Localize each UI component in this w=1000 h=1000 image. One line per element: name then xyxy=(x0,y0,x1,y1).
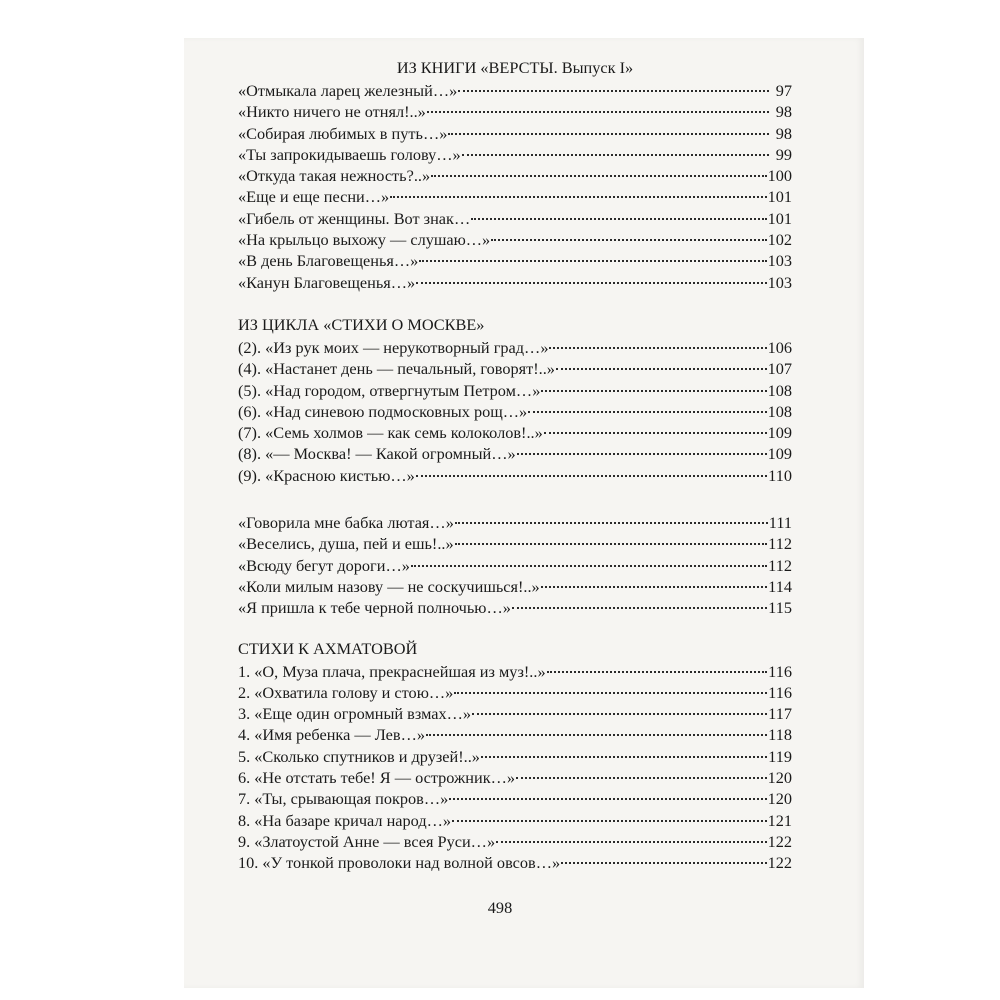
dot-leader xyxy=(416,475,767,477)
dot-leader xyxy=(449,798,766,800)
entry-page: 114 xyxy=(768,576,792,596)
entry-title: 1. «О, Муза плача, прекраснейшая из муз!..» xyxy=(238,661,546,681)
dot-leader xyxy=(462,154,769,156)
entry-page: 115 xyxy=(768,598,792,618)
dot-leader xyxy=(541,586,767,588)
toc-entry xyxy=(238,123,792,144)
entry-page: 107 xyxy=(767,359,792,379)
toc-entry xyxy=(238,576,792,597)
entry-title: «Ты запрокидываешь голову…» xyxy=(238,144,461,164)
entry-title: 4. «Имя ребенка — Лев…» xyxy=(238,725,425,745)
table-of-contents xyxy=(238,56,792,874)
entry-page: 122 xyxy=(767,831,792,851)
toc-entry xyxy=(238,533,792,554)
entry-title: «Я пришла к тебе черной полночью…» xyxy=(238,598,511,618)
section-gap xyxy=(238,486,792,512)
toc-entry xyxy=(238,165,792,186)
toc-entry xyxy=(238,380,792,401)
dot-leader xyxy=(471,218,766,220)
entry-title: «Канун Благовещенья…» xyxy=(238,272,416,292)
toc-entry xyxy=(238,358,792,379)
dot-leader xyxy=(458,90,769,92)
entry-title: «Отмыкала ларец железный…» xyxy=(238,81,458,100)
entry-title: «Гибель от женщины. Вот знак… xyxy=(238,208,471,228)
entry-page: 118 xyxy=(768,725,792,745)
dot-leader xyxy=(472,713,767,715)
entry-title: 3. «Еще один огромный взмах…» xyxy=(238,704,472,724)
entry-page: 106 xyxy=(767,337,792,357)
entry-title: (7). «Семь холмов — как семь колоколов!..» xyxy=(238,423,543,443)
entry-title: (4). «Настанет день — печальный, говорят!..» xyxy=(238,359,555,379)
entry-page: 112 xyxy=(768,555,792,575)
dot-leader xyxy=(452,820,767,822)
entry-page: 110 xyxy=(768,465,792,485)
toc-entry xyxy=(238,597,792,618)
toc-entry xyxy=(238,724,792,745)
toc-entry xyxy=(238,682,792,703)
entry-title: (6). «Над синевою подмосковных рощ…» xyxy=(238,401,528,421)
entry-title: «В день Благовещенья…» xyxy=(238,251,419,271)
dot-leader xyxy=(419,260,766,262)
toc-entry xyxy=(238,250,792,271)
dot-leader xyxy=(496,841,766,843)
toc-entry xyxy=(238,852,792,873)
section-entries xyxy=(238,80,792,293)
dot-leader xyxy=(481,756,767,758)
entry-title: «Никто ничего не отнял!..» xyxy=(238,102,426,122)
entry-page: 97 xyxy=(775,81,792,100)
entry-page: 103 xyxy=(767,272,792,292)
dot-leader xyxy=(455,543,768,545)
entry-title: 9. «Златоустой Анне — всея Руси…» xyxy=(238,831,496,851)
dot-leader xyxy=(541,390,766,392)
entry-page: 99 xyxy=(775,144,792,164)
entry-title: «Откуда такая нежность?..» xyxy=(238,166,431,186)
entry-page: 102 xyxy=(767,230,792,250)
entry-page: 101 xyxy=(767,208,792,228)
entry-page: 116 xyxy=(768,682,792,702)
entry-title: 10. «У тонкой проволоки над волной овсов…» xyxy=(238,853,561,873)
toc-entry xyxy=(238,465,792,486)
dot-leader xyxy=(426,734,767,736)
toc-entry xyxy=(238,512,792,533)
entry-page: 103 xyxy=(767,251,792,271)
dot-leader xyxy=(547,671,768,673)
dot-leader xyxy=(561,862,766,864)
dot-leader xyxy=(416,282,766,284)
entry-page: 98 xyxy=(775,102,792,122)
entry-page: 121 xyxy=(767,810,792,830)
dot-leader xyxy=(512,607,767,609)
entry-title: (8). «— Москва! — Какой огромный…» xyxy=(238,444,516,464)
section-entries xyxy=(238,661,792,874)
toc-entry xyxy=(238,746,792,767)
entry-title: «Говорила мне бабка лютая…» xyxy=(238,513,454,533)
dot-leader xyxy=(544,432,767,434)
toc-entry xyxy=(238,443,792,464)
toc-entry xyxy=(238,80,792,101)
toc-entry xyxy=(238,144,792,165)
dot-leader xyxy=(516,777,767,779)
dot-leader xyxy=(390,196,766,198)
toc-entry xyxy=(238,810,792,831)
toc-entry xyxy=(238,788,792,809)
entry-title: «На крыльцо выхожу — слушаю…» xyxy=(238,230,491,250)
section-entries xyxy=(238,512,792,618)
entry-title: «Собирая любимых в путь…» xyxy=(238,123,448,143)
entry-title: (5). «Над городом, отвергнутым Петром…» xyxy=(238,380,541,400)
entry-title: «Коли милым назову — не соскучишься!..» xyxy=(238,576,540,596)
entry-page: 119 xyxy=(768,746,792,766)
page-number: 498 xyxy=(487,898,513,917)
entry-page: 120 xyxy=(767,789,792,809)
entry-title: 2. «Охватила голову и стою…» xyxy=(238,682,454,702)
section-gap xyxy=(238,293,792,313)
entry-page: 109 xyxy=(767,423,792,443)
toc-entry xyxy=(238,703,792,724)
entry-page: 100 xyxy=(767,166,792,186)
toc-entry xyxy=(238,422,792,443)
entry-page: 112 xyxy=(768,534,792,554)
entry-page: 111 xyxy=(768,513,792,533)
entry-page: 122 xyxy=(767,853,792,873)
dot-leader xyxy=(517,453,767,455)
entry-title: (2). «Из рук моих — нерукотворный град…» xyxy=(238,337,549,357)
toc-entry xyxy=(238,229,792,250)
entry-title: 5. «Сколько спутников и друзей!..» xyxy=(238,746,480,766)
dot-leader xyxy=(454,692,767,694)
section-title: СТИХИ К АХМАТОВОЙ xyxy=(238,638,418,658)
entry-page: 120 xyxy=(767,768,792,788)
entry-title: «Всюду бегут дороги…» xyxy=(238,555,410,575)
dot-leader xyxy=(491,239,766,241)
toc-entry xyxy=(238,555,792,576)
section-title: ИЗ КНИГИ «ВЕРСТЫ. Выпуск I» xyxy=(396,58,634,77)
toc-entry xyxy=(238,186,792,207)
toc-entry xyxy=(238,208,792,229)
entry-title: «Веселись, душа, пей и ешь!..» xyxy=(238,534,454,554)
entry-title: 7. «Ты, срывающая покров…» xyxy=(238,789,449,809)
dot-leader xyxy=(431,175,766,177)
entry-title: 6. «Не отстать тебе! Я — острожник…» xyxy=(238,768,516,788)
entry-title: (9). «Красною кистью…» xyxy=(238,465,415,485)
dot-leader xyxy=(528,411,766,413)
section-entries xyxy=(238,337,792,486)
entry-page: 98 xyxy=(775,123,792,143)
entry-page: 101 xyxy=(767,187,792,207)
toc-entry xyxy=(238,272,792,293)
toc-entry xyxy=(238,101,792,122)
entry-page: 117 xyxy=(768,704,792,724)
section-title: ИЗ ЦИКЛА «СТИХИ О МОСКВЕ» xyxy=(238,314,485,334)
entry-page: 108 xyxy=(767,380,792,400)
dot-leader xyxy=(556,368,767,370)
toc-entry xyxy=(238,337,792,358)
section-gap xyxy=(238,619,792,637)
toc-entry xyxy=(238,401,792,422)
toc-entry xyxy=(238,831,792,852)
dot-leader xyxy=(427,111,769,113)
toc-entry xyxy=(238,661,792,682)
dot-leader xyxy=(448,133,769,135)
entry-page: 109 xyxy=(767,444,792,464)
entry-title: «Еще и еще песни…» xyxy=(238,187,390,207)
toc-entry xyxy=(238,767,792,788)
entry-title: 8. «На базаре кричал народ…» xyxy=(238,810,452,830)
dot-leader xyxy=(549,347,766,349)
entry-page: 108 xyxy=(767,401,792,421)
entry-page: 116 xyxy=(768,661,792,681)
dot-leader xyxy=(455,522,768,524)
dot-leader xyxy=(411,565,767,567)
